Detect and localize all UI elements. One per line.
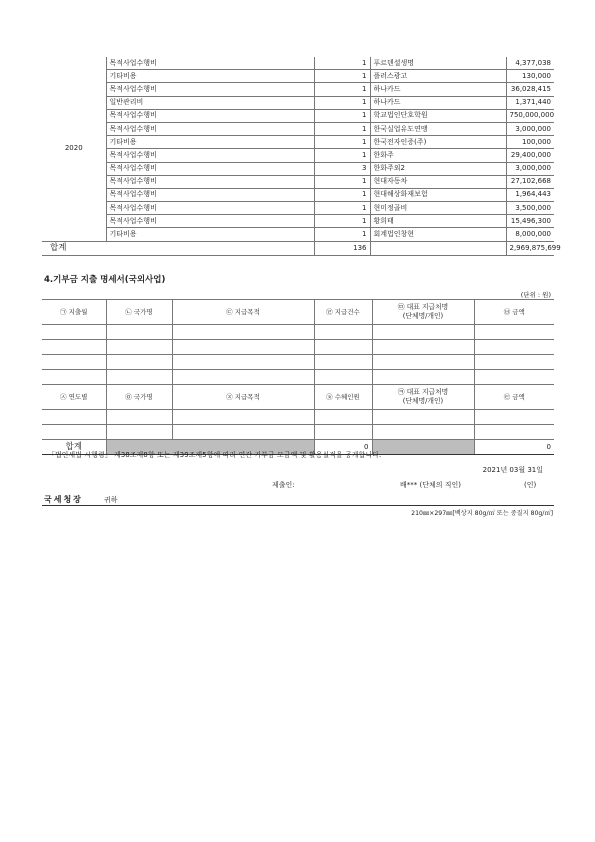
recipient-cell: 학교법인단호학원 bbox=[370, 109, 506, 122]
seal-mark: (인) bbox=[524, 481, 537, 489]
table-row bbox=[42, 215, 554, 228]
total-label: 합계 bbox=[42, 440, 106, 455]
recipient-cell: 회계법인창현 bbox=[370, 228, 506, 241]
table-header-row bbox=[42, 385, 554, 410]
overseas-expenditure-table bbox=[42, 299, 554, 455]
header-month: ㉠ 지출월 bbox=[42, 300, 106, 325]
count-cell: 1 bbox=[314, 202, 370, 215]
amount-cell: 1,964,443 bbox=[506, 188, 554, 201]
total-recipient bbox=[370, 241, 506, 255]
header-amount: ㉥ 금액 bbox=[474, 300, 554, 325]
recipient-suffix: 귀하 bbox=[104, 496, 118, 504]
count-cell: 1 bbox=[314, 96, 370, 109]
header-recipient: ㉤ 대표 지급처명 (단체명/개인) bbox=[372, 300, 474, 325]
submission-date: 2021년 03월 31일 bbox=[482, 466, 543, 474]
table-row bbox=[42, 340, 554, 355]
table-row bbox=[42, 425, 554, 440]
purpose-cell: 목적사업수행비 bbox=[106, 83, 314, 96]
header-count: ㉣ 지급건수 bbox=[314, 300, 372, 325]
submitter-label: 제출인: bbox=[272, 481, 295, 489]
amount-cell: 27,102,668 bbox=[506, 175, 554, 188]
table-header-row bbox=[42, 300, 554, 325]
count-cell: 1 bbox=[314, 175, 370, 188]
table-row bbox=[42, 410, 554, 425]
recipient-cell: 황희태 bbox=[370, 215, 506, 228]
amount-cell: 750,000,000 bbox=[506, 109, 554, 122]
total-amount: 2,969,875,699 bbox=[506, 241, 554, 255]
table-row bbox=[42, 149, 554, 162]
amount-cell: 1,371,440 bbox=[506, 96, 554, 109]
total-row bbox=[42, 241, 554, 255]
header-country: ㉧ 국가명 bbox=[106, 385, 172, 410]
header-amount: ㉫ 금액 bbox=[474, 385, 554, 410]
table-row bbox=[42, 136, 554, 149]
purpose-cell: 기타비용 bbox=[106, 228, 314, 241]
total-gray-cell bbox=[372, 440, 474, 455]
recipient-cell: 현대해상화재보험 bbox=[370, 188, 506, 201]
purpose-cell: 목적사업수행비 bbox=[106, 188, 314, 201]
amount-cell: 100,000 bbox=[506, 136, 554, 149]
purpose-cell: 목적사업수행비 bbox=[106, 215, 314, 228]
purpose-cell: 목적사업수행비 bbox=[106, 109, 314, 122]
recipient-cell: 플러스광고 bbox=[370, 70, 506, 83]
amount-cell: 3,000,000 bbox=[506, 162, 554, 175]
recipient-title: 국세청장 bbox=[44, 495, 83, 504]
amount-cell: 8,000,000 bbox=[506, 228, 554, 241]
amount-cell: 3,500,000 bbox=[506, 202, 554, 215]
count-cell: 1 bbox=[314, 109, 370, 122]
table-row bbox=[42, 70, 554, 83]
table-row bbox=[42, 109, 554, 122]
year-cell: 2020 bbox=[42, 57, 106, 241]
count-cell: 1 bbox=[314, 215, 370, 228]
count-cell: 1 bbox=[314, 57, 370, 70]
table-row bbox=[42, 202, 554, 215]
amount-cell: 130,000 bbox=[506, 70, 554, 83]
total-count: 136 bbox=[314, 241, 370, 255]
table-row bbox=[42, 83, 554, 96]
count-cell: 1 bbox=[314, 122, 370, 135]
purpose-cell: 일반관리비 bbox=[106, 96, 314, 109]
total-count: 0 bbox=[314, 440, 372, 455]
purpose-cell: 기타비용 bbox=[106, 136, 314, 149]
header-purpose: ㉨ 지급목적 bbox=[172, 385, 314, 410]
purpose-cell: 목적사업수행비 bbox=[106, 122, 314, 135]
purpose-cell: 목적사업수행비 bbox=[106, 149, 314, 162]
count-cell: 1 bbox=[314, 136, 370, 149]
recipient-cell: 푸르덴셜생명 bbox=[370, 57, 506, 70]
table-row bbox=[42, 355, 554, 370]
amount-cell: 3,000,000 bbox=[506, 122, 554, 135]
amount-cell: 29,400,000 bbox=[506, 149, 554, 162]
amount-cell: 4,377,038 bbox=[506, 57, 554, 70]
count-cell: 1 bbox=[314, 188, 370, 201]
table-row bbox=[42, 122, 554, 135]
total-amount: 0 bbox=[474, 440, 554, 455]
header-recipient: ㉪ 대표 지급처명 (단체명/개인) bbox=[372, 385, 474, 410]
count-cell: 1 bbox=[314, 228, 370, 241]
paper-spec: 210㎜×297㎜[백상지 80g/㎡ 또는 중질지 80g/㎡] bbox=[411, 510, 553, 517]
recipient-cell: 현대자동차 bbox=[370, 175, 506, 188]
section-title: 4.기부금 지출 명세서(국외사업) bbox=[44, 275, 166, 285]
legal-note: 「법인세법 시행령」 제38조제8항 또는 제39조제5항에 따라 연간 기부금 모금액 및 활용실적을 공개합니다. bbox=[48, 451, 382, 459]
unit-label: (단위 : 원) bbox=[520, 291, 551, 299]
header-purpose: ㉢ 지급목적 bbox=[172, 300, 314, 325]
header-year: ㉦ 연도별 bbox=[42, 385, 106, 410]
recipient-cell: 한화주외2 bbox=[370, 162, 506, 175]
header-country: ㉡ 국가명 bbox=[106, 300, 172, 325]
purpose-cell: 기타비용 bbox=[106, 70, 314, 83]
purpose-cell: 목적사업수행비 bbox=[106, 175, 314, 188]
table-row bbox=[42, 228, 554, 241]
recipient-cell: 현미정골비 bbox=[370, 202, 506, 215]
count-cell: 3 bbox=[314, 162, 370, 175]
amount-cell: 15,496,300 bbox=[506, 215, 554, 228]
table-row bbox=[42, 96, 554, 109]
purpose-cell: 목적사업수행비 bbox=[106, 162, 314, 175]
header-beneficiaries: ㉩ 수혜인원 bbox=[314, 385, 372, 410]
count-cell: 1 bbox=[314, 70, 370, 83]
recipient-cell: 하나카드 bbox=[370, 83, 506, 96]
table-row bbox=[42, 188, 554, 201]
recipient-cell: 한국전자인증(주) bbox=[370, 136, 506, 149]
total-label: 합계 bbox=[42, 241, 314, 255]
purpose-cell: 목적사업수행비 bbox=[106, 202, 314, 215]
submitter-name: 배*** (단체의 직인) bbox=[400, 481, 461, 489]
count-cell: 1 bbox=[314, 83, 370, 96]
purpose-cell: 목적사업수행비 bbox=[106, 57, 314, 70]
divider bbox=[42, 505, 554, 506]
table-row bbox=[42, 325, 554, 340]
table-row bbox=[42, 175, 554, 188]
count-cell: 1 bbox=[314, 149, 370, 162]
donation-usage-table bbox=[42, 57, 561, 256]
recipient-cell: 한국실업유도연맹 bbox=[370, 122, 506, 135]
amount-cell: 36,028,415 bbox=[506, 83, 554, 96]
recipient-cell: 하나카드 bbox=[370, 96, 506, 109]
recipient-cell: 한화주 bbox=[370, 149, 506, 162]
table-row bbox=[42, 57, 554, 70]
table-row bbox=[42, 162, 554, 175]
table-row bbox=[42, 370, 554, 385]
